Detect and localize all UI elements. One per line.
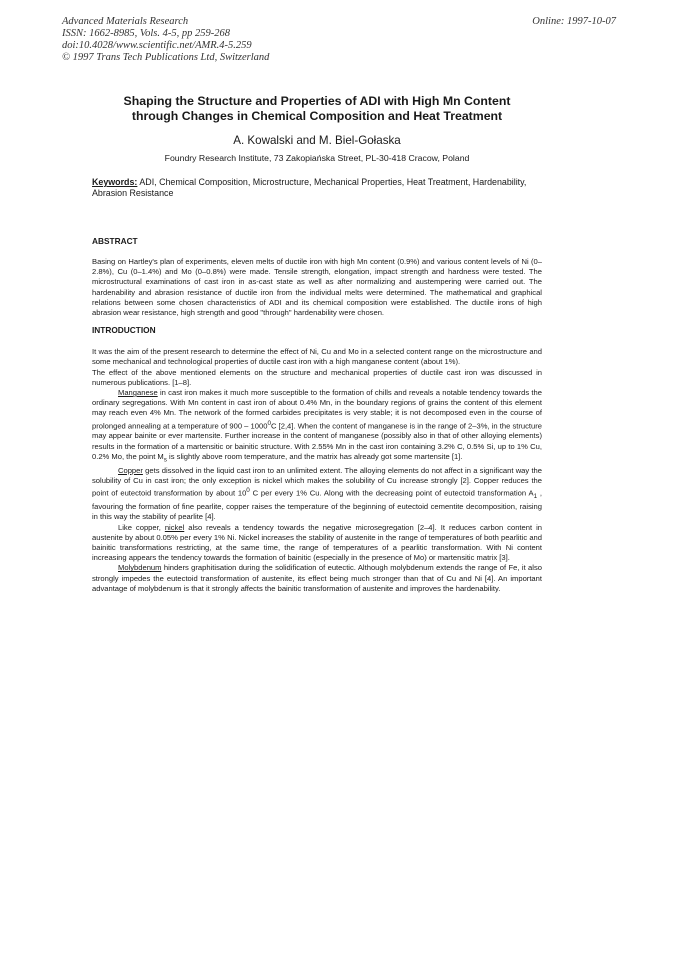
term-nickel: nickel <box>164 522 185 532</box>
authors: A. Kowalski and M. Biel-Gołaska <box>233 134 401 147</box>
title-line-2: through Changes in Chemical Composition and Heat Treatment <box>131 109 503 123</box>
term-manganese: Manganese <box>118 388 158 398</box>
affiliation: Foundry Research Institute, 73 Zakopiańska Street, PL-30-418 Cracow, Poland <box>164 153 470 163</box>
copyright-line: © 1997 Trans Tech Publications Ltd, Switzerland <box>62 52 270 63</box>
term-copper: Copper <box>118 465 143 475</box>
abstract-text: Basing on Hartley's plan of experiments, eleven melts of ductile iron with high Mn content (0.9%) and various content levels of Ni (0–2.8%), Cu (0–1.4%) and Mo (0–0.8%) were made. Tensile strength, elongation, impact strength and hardness were tested. The microstructural examinations of cast iron in as-cast state as well as after normalizing and austempering were carried out. The hardenability and abrasion resistance of ductile iron from the individual melts were determined. The mathematical and graphical relations between some chosen characteristics of ADI and its chemical composition were established. The ductile irons of high abrasion wear resistance, high strength and good "through" hardenability were chosen. <box>92 257 542 318</box>
intro-paragraph-nickel: Like copper, nickel also reveals a tendency towards the negative microsegregation [2–4]. It reduces carbon content in austenite by about 0.05% per every 1% Ni. Nickel increases the stability of austenite in the range of temperatures of both pearlitic and bainitic transformations restricting, at the same time, the range of temperatures of a pearlitic transformation. With Ni content increasing appears the tendency towards the formation of bainitic (especially in the presence of Mo) or martensitic matrix [3]. <box>92 522 542 563</box>
introduction-heading: INTRODUCTION <box>92 325 156 336</box>
intro-paragraph-2: The effect of the above mentioned elements on the structure and mechanical properties of ductile cast iron was discussed in numerous publications. [1–8]. <box>92 367 542 387</box>
term-molybdenum: Molybdenum <box>118 563 162 573</box>
keywords <box>92 177 542 199</box>
title-line-1: Shaping the Structure and Properties of ADI with High Mn Content <box>123 94 511 108</box>
abstract-heading: ABSTRACT <box>92 236 138 246</box>
intro-paragraph-1: It was the aim of the present research to determine the effect of Ni, Cu and Mo in a selected content range on the microstructure and some mechanical and technological properties of ductile cast iron with a high manganese content (about 1%). <box>92 347 542 367</box>
intro-paragraph-manganese: Manganese in cast iron makes it much more susceptible to the formation of chills and reveals a notable tendency towards the ordinary segregations. With Mn content in cast iron of about 0.4% Mn, in the boundary regions of grains the content of this element may reach even 4% Mn. The network of the formed carbides precipitates is very stable; it is not decomposed even in the course of prolonged annealing at a temperature of 900 – 1000$^0$C [2,4]. When the content of manganese is in the range of 2–3%, in the structure may appear bainite or ever martensite. Further increase in the content of manganese (possibly also in that of other alloying elements) results in the formation of a martensitic or bainitic structure. With 2.55% Mn in the cast iron containing 3.2% C, 0.5% Si, up to 1% Cu, 0.2% Mo, the point $M_s$ is slightly above room temperature, and the matrix has already got some martensite [1]. <box>92 388 542 464</box>
issn-line: ISSN: 1662-8985, Vols. 4-5, pp 259-268 <box>62 28 230 39</box>
keywords-label: Keywords: <box>92 177 138 187</box>
intro-paragraph-molybdenum: Molybdenum hinders graphitisation during the solidification of eutectic. Although molybdenum extends the range of Fe, it also strongly impedes the eutectoid transformation of austenite, its effect being much stronger than that of Cu and Ni [4]. An important advantage of molybdenum is that it strongly affects the bainitic transformation of austenite and improves the hardenability. <box>92 563 542 593</box>
keywords-text: ADI, Chemical Composition, Microstructure, Mechanical Properties, Heat Treatment, Hardenability, Abrasion Resistance <box>92 177 527 198</box>
paper-title <box>92 94 542 124</box>
doi-line: doi:10.4028/www.scientific.net/AMR.4-5.259 <box>62 40 252 51</box>
paper-body <box>92 94 542 594</box>
online-date: Online: 1997-10-07 <box>532 16 616 27</box>
intro-paragraph-copper: Copper gets dissolved in the liquid cast iron to an unlimited extent. The alloying elements do not affect in a significant way the solubility of Cu in cast iron; the only exception is nickel which makes the solubility of Cu increase strongly [2]. Copper reduces the point of eutectoid transformation by about $10^0$ C per every 1% Cu. Along with the decreasing point of eutectoid transformation $A_1$ , favouring the formation of fine pearlite, copper raises the temperature of the beginning of eutectoid cementite decomposition, raising in this way the stability of pearlite [4]. <box>92 465 542 522</box>
journal-name: Advanced Materials Research <box>62 16 189 27</box>
journal-info <box>62 16 269 64</box>
